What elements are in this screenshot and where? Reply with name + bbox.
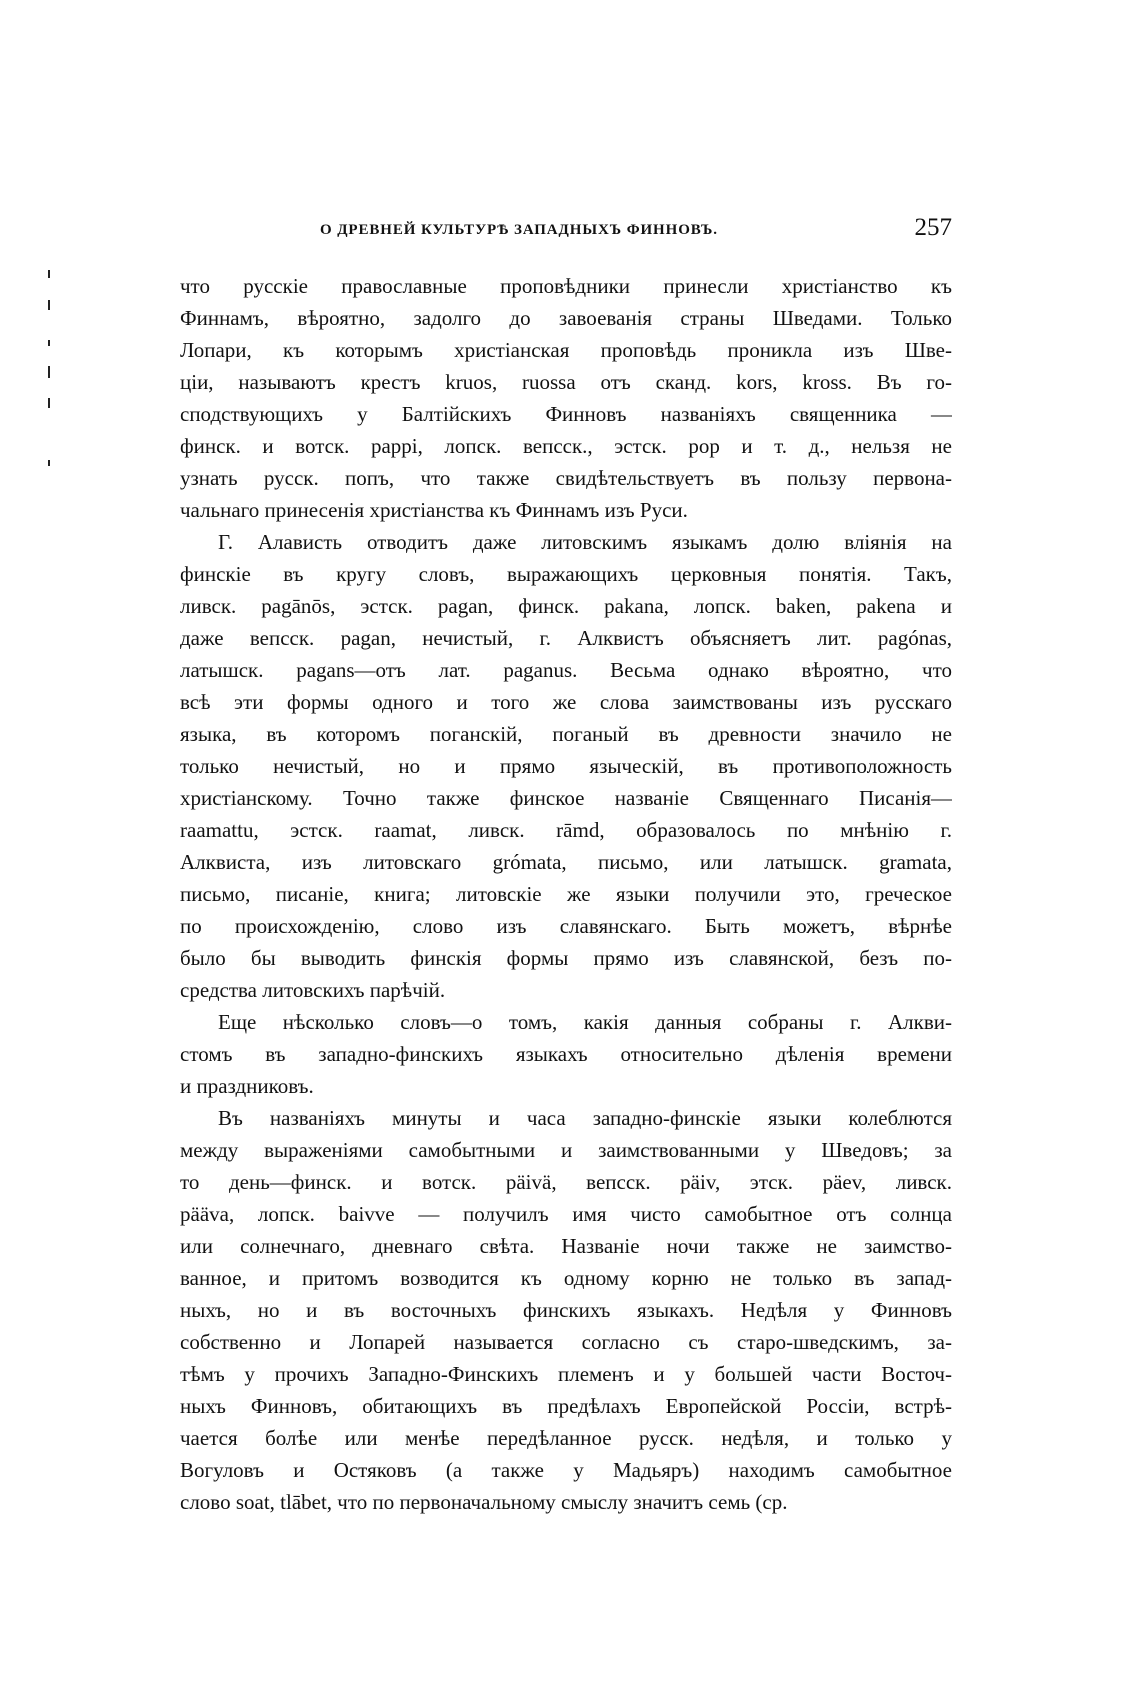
text-line: Лопари, къ которымъ христіанская проповѣдь проникла изъ Шве- bbox=[180, 338, 952, 362]
text-line: ныхъ, но и въ восточныхъ финскихъ языкахъ. Недѣля у Финновъ bbox=[180, 1298, 952, 1322]
margin-mark bbox=[48, 300, 50, 310]
text-line: всѣ эти формы одного и того же слова заимствованы изъ русскаго bbox=[180, 690, 952, 714]
text-line: чается болѣе или менѣе передѣланное русск. недѣля, и только у bbox=[180, 1426, 952, 1450]
text-line: языка, въ которомъ поганскій, поганый въ древности значило не bbox=[180, 722, 952, 746]
text-line: средства литовскихъ парѣчій. bbox=[180, 978, 446, 1002]
text-line: Финнамъ, вѣроятно, задолго до завоеванія страны Шведами. Только bbox=[180, 306, 952, 330]
paragraph bbox=[180, 526, 952, 1006]
page-number: 257 bbox=[914, 214, 952, 241]
text-line: собственно и Лопарей называется согласно съ старо-шведскимъ, за- bbox=[180, 1330, 952, 1354]
text-line: только нечистый, но и прямо языческій, въ противоположность bbox=[180, 754, 952, 778]
text-line: по происхожденію, слово изъ славянскаго. Быть можетъ, вѣрнѣе bbox=[180, 914, 952, 938]
paragraph bbox=[180, 1102, 952, 1518]
text-line: ливск. pagānōs, эстск. pagan, финск. pakana, лопск. baken, pakena и bbox=[180, 594, 952, 618]
body-text bbox=[180, 270, 952, 1518]
text-line: было бы выводить финскія формы прямо изъ славянской, безъ по- bbox=[180, 946, 952, 970]
text-line: то день—финск. и вотск. päivä, вепсск. päiv, этск. päev, ливск. bbox=[180, 1170, 952, 1194]
text-line: финск. и вотск. pappi, лопск. вепсск., эстск. pop и т. д., нельзя не bbox=[180, 434, 952, 458]
page-header bbox=[320, 214, 952, 248]
text-line: ныхъ Финновъ, обитающихъ въ предѣлахъ Европейской Россіи, встрѣ- bbox=[180, 1394, 952, 1418]
text-line: raamattu, эстск. raamat, ливск. rāmd, образовалось по мнѣнію г. bbox=[180, 818, 952, 842]
margin-mark bbox=[48, 460, 50, 466]
text-line: Г. Алависть отводитъ даже литовскимъ языкамъ долю вліянія на bbox=[218, 530, 952, 554]
text-line: или солнечнаго, дневнаго свѣта. Названіе ночи также не заимство- bbox=[180, 1234, 952, 1258]
text-line: стомъ въ западно-финскихъ языкахъ относительно дѣленія времени bbox=[180, 1042, 952, 1066]
text-line: и праздниковъ. bbox=[180, 1074, 314, 1098]
text-line: сподствующихъ у Балтійскихъ Финновъ названіяхъ священника — bbox=[180, 402, 952, 426]
text-line: Алквиста, изъ литовскаго grómata, письмо, или латышск. gramata, bbox=[180, 850, 952, 874]
margin-mark bbox=[48, 270, 50, 278]
text-line: между выраженіями самобытными и заимствованными у Шведовъ; за bbox=[180, 1138, 952, 1162]
margin-mark bbox=[48, 340, 50, 346]
text-line: что русскіе православные проповѣдники принесли христіанство къ bbox=[180, 274, 952, 298]
running-title: О ДРЕВНЕЙ КУЛЬТУРѢ ЗАПАДНЫХЪ ФИННОВЪ. bbox=[320, 222, 718, 238]
text-line: тѣмъ у прочихъ Западно-Финскихъ племенъ и у большей части Восточ- bbox=[180, 1362, 952, 1386]
margin-mark bbox=[48, 366, 50, 378]
text-line: Вогуловъ и Остяковъ (а также у Мадьяръ) находимъ самобытное bbox=[180, 1458, 952, 1482]
text-line: ціи, называютъ крестъ kruos, ruossa отъ сканд. kors, kross. Въ го- bbox=[180, 370, 952, 394]
text-line: письмо, писаніе, книга; литовскіе же языки получили это, греческое bbox=[180, 882, 952, 906]
margin-marks bbox=[44, 270, 54, 490]
text-line: Еще нѣсколько словъ—о томъ, какія данныя собраны г. Алкви- bbox=[218, 1010, 952, 1034]
text-line: Въ названіяхъ минуты и часа западно-финскіе языки колеблются bbox=[218, 1106, 952, 1130]
text-line: финскіе въ кругу словъ, выражающихъ церковныя понятія. Такъ, bbox=[180, 562, 952, 586]
margin-mark bbox=[48, 398, 50, 408]
text-line: слово soat, tlābet, что по первоначальному смыслу значитъ семь (ср. bbox=[180, 1490, 788, 1514]
text-line: узнать русск. попъ, что также свидѣтельствуетъ въ пользу первона- bbox=[180, 466, 952, 490]
paragraph bbox=[180, 270, 952, 526]
text-line: чальнаго принесенія христіанства къ Финнамъ изъ Руси. bbox=[180, 498, 688, 522]
text-line: латышск. pagans—отъ лат. paganus. Весьма однако вѣроятно, что bbox=[180, 658, 952, 682]
text-line: pääva, лопск. baivve — получилъ имя чисто самобытное отъ солнца bbox=[180, 1202, 952, 1226]
text-line: даже вепсск. pagan, нечистый, г. Алквистъ объясняетъ лит. pagónas, bbox=[180, 626, 952, 650]
paragraph bbox=[180, 1006, 952, 1102]
text-line: христіанскому. Точно также финское названіе Священнаго Писанія— bbox=[180, 786, 952, 810]
text-line: ванное, и притомъ возводится къ одному корню не только въ запад- bbox=[180, 1266, 952, 1290]
